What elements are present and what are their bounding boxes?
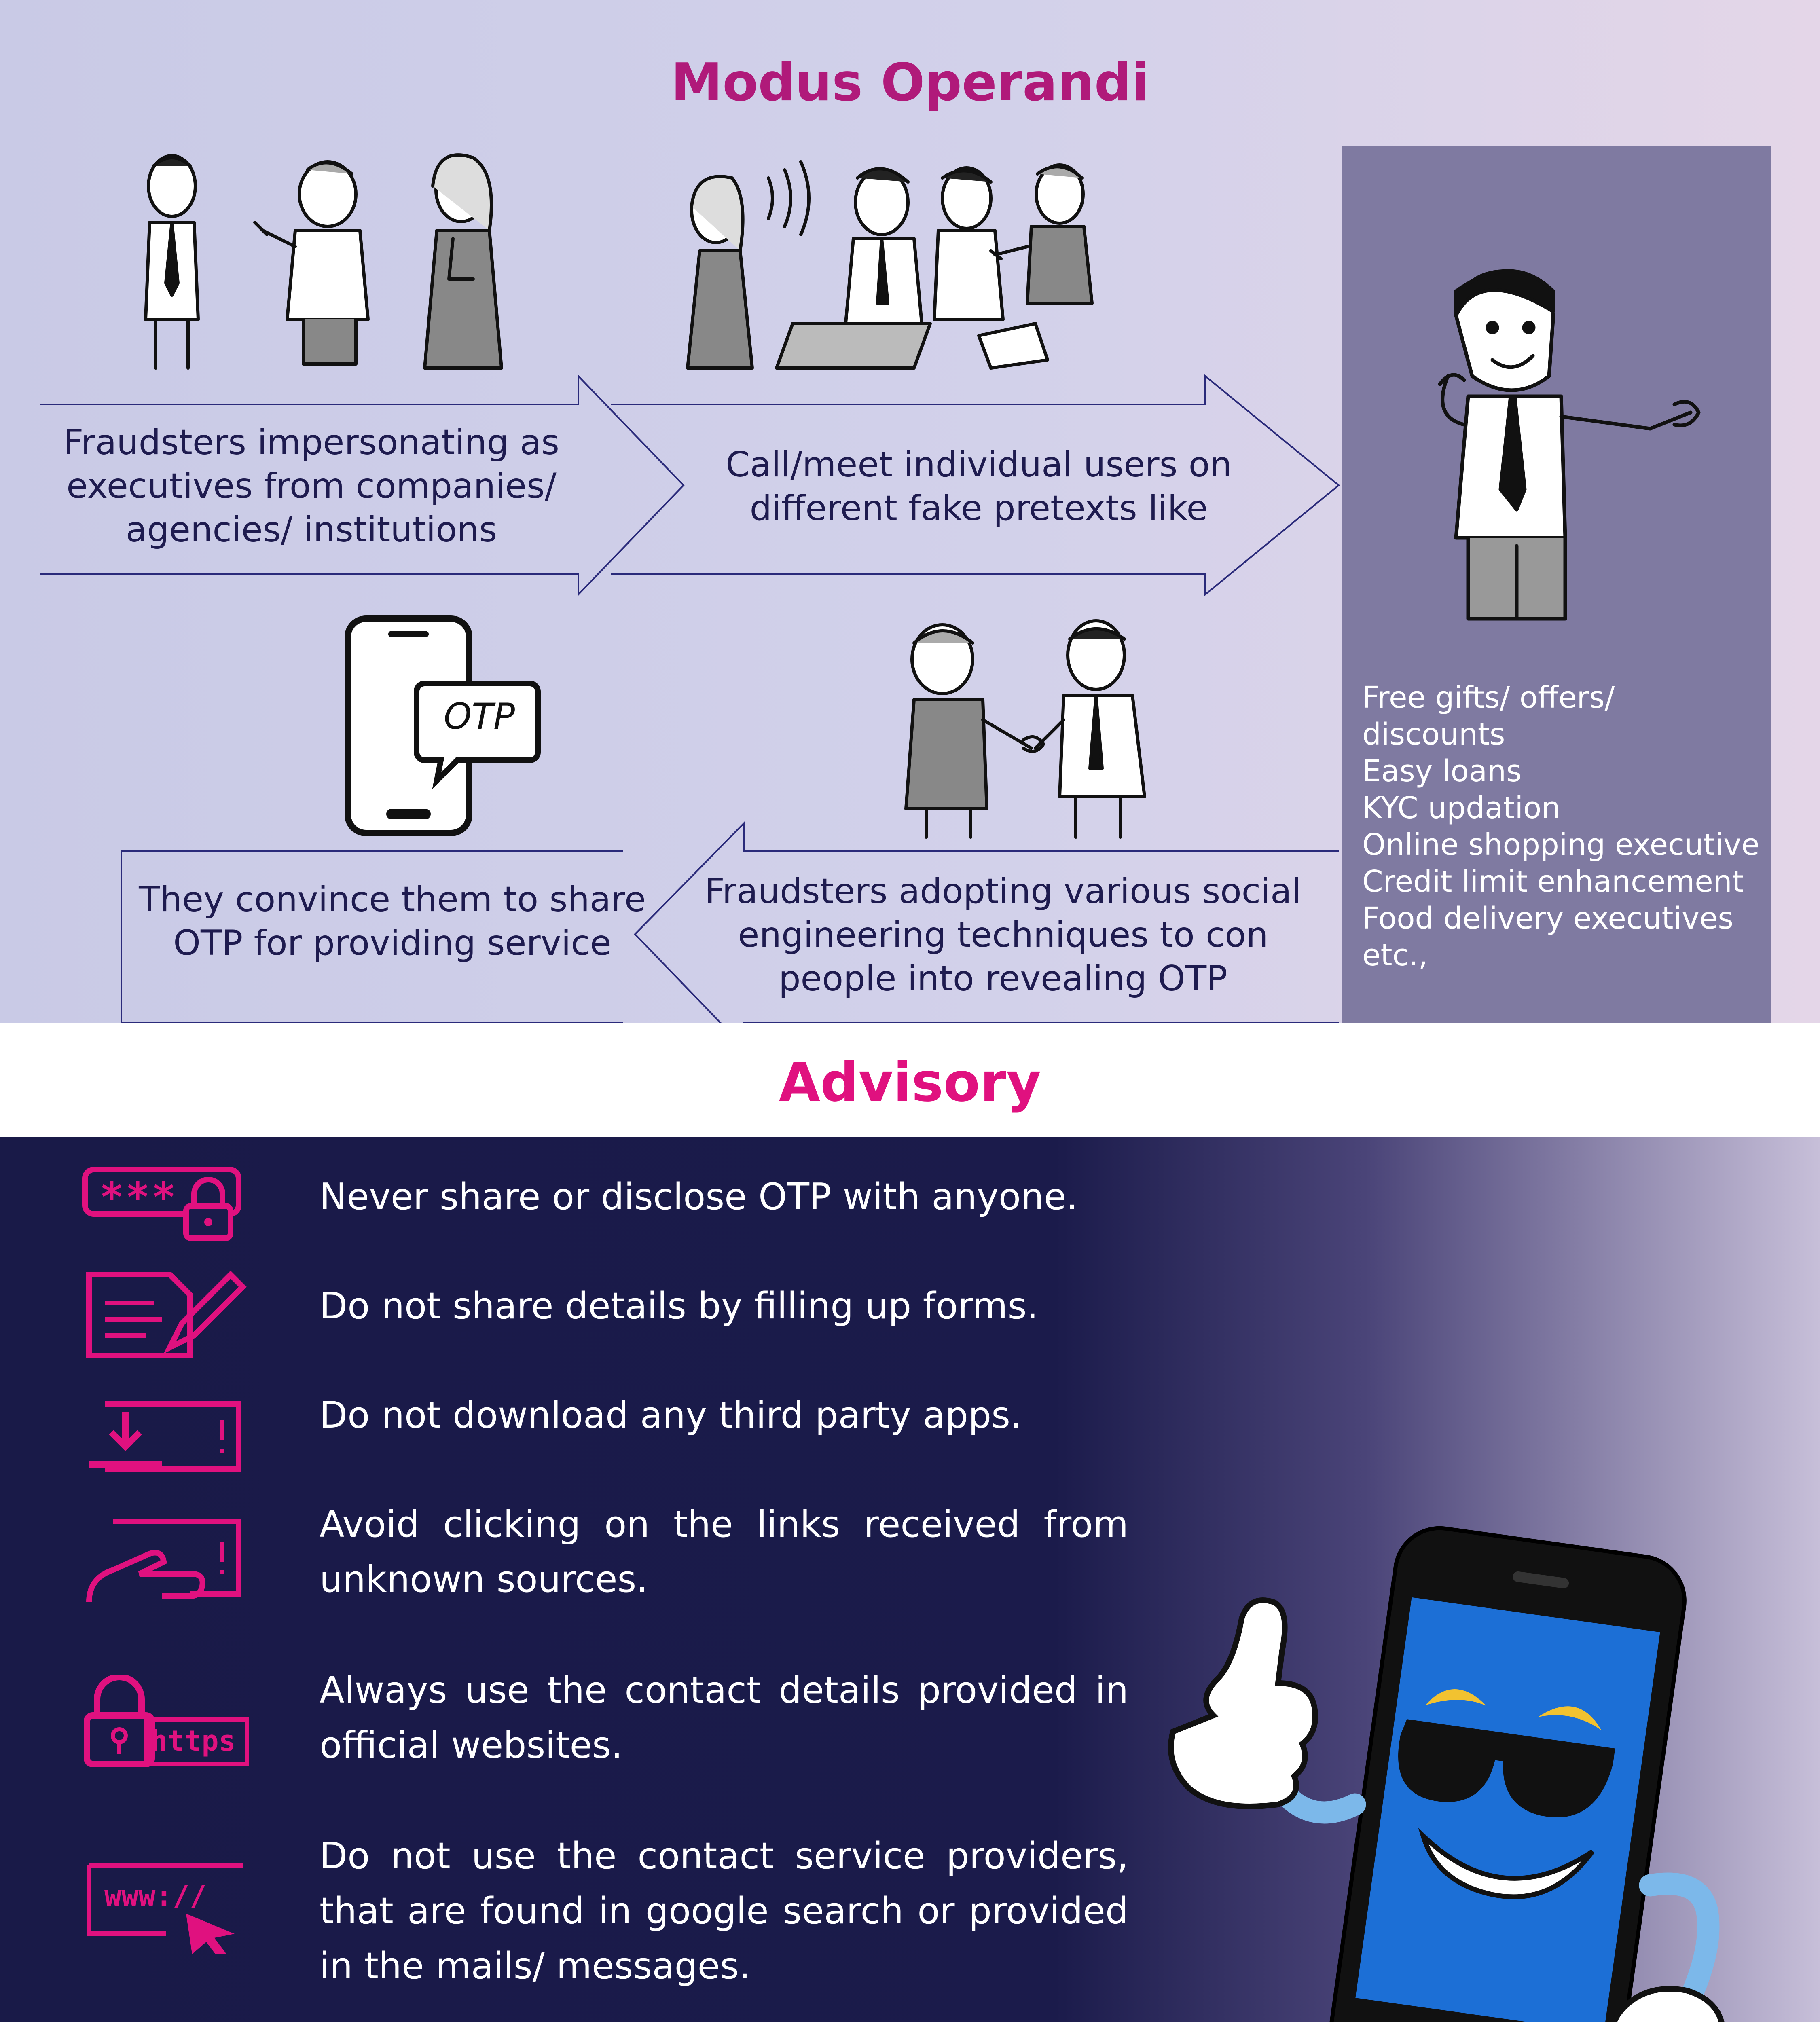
otp-bubble-label: OTP <box>443 696 515 737</box>
pretext-item: Food delivery executives <box>1362 901 1733 936</box>
pretext-list <box>1362 679 1767 974</box>
advisory-item-otp: Never share or disclose OTP with anyone. <box>320 1176 1078 1218</box>
pretext-item: Free gifts/ offers/ discounts <box>1362 680 1615 752</box>
pretext-item: etc., <box>1362 938 1428 973</box>
impersonating-executives-illustration <box>117 150 534 376</box>
calling-users-illustration <box>671 150 1116 384</box>
form-pen-icon <box>81 1267 251 1360</box>
download-app-icon <box>81 1396 251 1477</box>
modus-operandi-title: Modus Operandi <box>671 53 1149 113</box>
pretext-item: Easy loans <box>1362 754 1522 789</box>
pretext-item: Credit limit enhancement <box>1362 864 1744 899</box>
step1-text: Fraudsters impersonating as executives from companies/ agencies/ institutions <box>63 422 559 550</box>
advisory-item-contact: Always use the contact details provided in official websites. <box>320 1669 1128 1766</box>
password-mask: *** <box>101 1174 179 1221</box>
advisory-title: Advisory <box>779 1051 1041 1114</box>
https-label: https <box>150 1724 236 1758</box>
pretext-item: KYC updation <box>1362 791 1561 825</box>
advisory-section <box>0 1137 1820 2022</box>
advisory-item-links: Avoid clicking on the links received from unknown sources. <box>320 1503 1128 1601</box>
step2-text: Call/meet individual users on different fake pretexts like <box>726 444 1232 529</box>
advisory-item-apps: Do not download any third party apps. <box>320 1394 1022 1436</box>
www-label: www:// <box>104 1879 207 1912</box>
click-link-icon <box>81 1509 251 1614</box>
phone-mascot-illustration <box>1165 1521 1743 2022</box>
pretext-item: Online shopping executive <box>1362 827 1760 862</box>
advisory-item-search: Do not use the contact service providers, that are found in google search or provided in the mails/ messages. <box>320 1835 1128 1987</box>
step3-text: Fraudsters adopting various social engineering techniques to con people into revealing OTP <box>705 871 1302 999</box>
handshake-illustration <box>870 615 1185 841</box>
presenter-illustration <box>1432 255 1723 623</box>
advisory-item-forms: Do not share details by filling up forms. <box>320 1285 1039 1327</box>
step4-text: They convince them to share OTP for providing service <box>139 879 646 963</box>
